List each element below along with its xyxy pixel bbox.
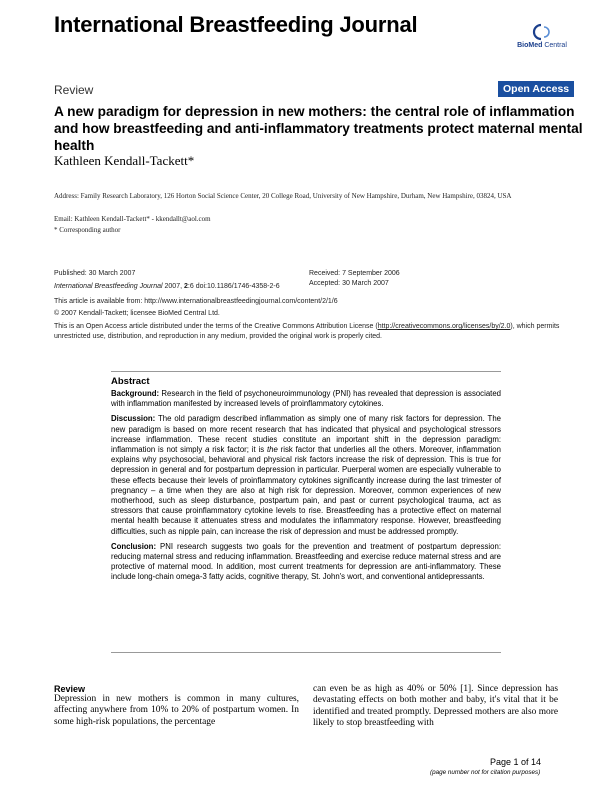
- discussion-emphasis-the: the: [266, 445, 278, 455]
- body-text-right-column: can even be as high as 40% or 50% [1]. Since depression has devastating effects on both mother and baby, it's vital that it be identified and treated promptly. Depressed mothers are also more likely to stop breastfeeding with: [313, 684, 558, 728]
- journal-title: International Breastfeeding Journal: [54, 12, 418, 37]
- citation-doi: :6 doi:10.1186/1746-4358-2-6: [187, 283, 280, 290]
- author-address: Address: Family Research Laboratory, 126 Horton Social Science Center, 20 College Road, University of New Hampshire, Durham, New Hampshire, 03824, USA: [54, 192, 512, 200]
- publisher-logo[interactable]: [507, 23, 577, 49]
- biomed-central-logo-icon: [531, 23, 553, 41]
- abstract-section: [111, 372, 501, 588]
- body-text-left-column: Depression in new mothers is common in many cultures, affecting anywhere from 10% to 20% of postpartum women. In some high-risk populations, the percentage: [54, 694, 299, 727]
- author-name: Kathleen Kendall-Tackett*: [54, 153, 195, 168]
- copyright-line: © 2007 Kendall-Tackett; licensee BioMed Central Ltd.: [54, 310, 220, 317]
- license-suffix: ), which permits unrestricted use, distribution, and reproduction in any medium, provided the original work is properly cited.: [54, 323, 560, 340]
- review-section-heading: Review: [54, 684, 86, 694]
- license-text: [54, 322, 564, 341]
- author-email[interactable]: Email: Kathleen Kendall-Tackett* - kkendallt@aol.com: [54, 215, 211, 223]
- citation-line: [54, 282, 280, 292]
- discussion-text-1: The old paradigm described inflammation as simply one of many risk factors for depression. The new paradigm is based on more recent research that has indicated that physical and psychological stressors increase inflammation. These recent studies constitute an important shift in the depression paradigm: inflammation is not simply: [111, 414, 501, 455]
- citation-volume: 2: [184, 283, 188, 290]
- background-text: Research in the field of psychoneuroimmunology (PNI) has revealed that depression is associated with inflammation manifested by increased levels of proinflammatory cytokines.: [111, 389, 501, 409]
- publisher-name: [507, 42, 577, 49]
- discussion-text-3: risk factor that underlies all the others. Moreover, inflammation explains why psychosocial, behavioral and physical risk factors increase the risk of depression. This is true for depression in general and for postpartum depression in particular. Puerperal women are especially vulnerable to these effects because their levels of proinflammatory cytokines significantly increase during the last trimester of pregnancy – a time when they are also at high risk for depression. Moreover, common experiences of new motherhood, such as sleep disturbance, postpartum pain, and past or current psychological trauma, act as stressors that cause proinflammatory cytokine levels to rise. Breastfeeding has a protective effect on maternal mental health because it attenuates stress and modulates the inflammatory response. However, breastfeeding difficulties, such as nipple pain, can increase the risk of depression and must be addressed promptly.: [111, 445, 501, 536]
- discussion-emphasis-a: a: [205, 445, 210, 455]
- license-link[interactable]: http://creativecommons.org/licenses/by/2.0: [377, 323, 511, 330]
- published-date: Published: 30 March 2007: [54, 270, 136, 277]
- received-date: Received: 7 September 2006: [309, 270, 400, 277]
- accepted-date: Accepted: 30 March 2007: [309, 280, 389, 287]
- discussion-text-2: risk factor; it is: [209, 445, 267, 455]
- abstract-heading: Abstract: [111, 376, 150, 387]
- open-access-badge: Open Access: [498, 81, 574, 97]
- citation-year: 2007,: [162, 283, 184, 290]
- conclusion-text: PNI research suggests two goals for the prevention and treatment of postpartum depression: reducing maternal stress and reducing inflammation. Breastfeeding and exercise reduce maternal stress and are protective of maternal mood. In addition, most current treatments for depression are anti-inflammatory. These include long-chain omega-3 fatty acids, cognitive therapy, St. John's wort, and conventional antidepressants.: [111, 541, 501, 582]
- article-url-line[interactable]: This article is available from: http://www.internationalbreastfeedingjournal.com/content/2/1/6: [54, 298, 338, 305]
- abstract-bottom-divider: [111, 652, 501, 653]
- abstract-discussion: [111, 414, 501, 536]
- corresponding-author-note: * Corresponding author: [54, 226, 121, 234]
- abstract-background: [111, 389, 501, 409]
- publisher-name-regular: Central: [542, 42, 567, 49]
- background-label: Background:: [111, 389, 160, 398]
- article-type: Review: [54, 83, 94, 97]
- license-prefix: This is an Open Access article distributed under the terms of the Creative Commons Attribution License (: [54, 323, 378, 330]
- discussion-label: Discussion:: [111, 414, 156, 424]
- abstract-conclusion: [111, 542, 501, 583]
- page-number-note: (page number not for citation purposes): [430, 769, 541, 776]
- publisher-name-bold: BioMed: [517, 42, 543, 49]
- citation-journal: International Breastfeeding Journal: [54, 283, 163, 290]
- article-title: A new paradigm for depression in new mothers: the central role of inflammation and how breastfeeding and anti-inflammatory treatments protect maternal mental health: [54, 104, 583, 153]
- conclusion-label: Conclusion:: [111, 541, 157, 551]
- page-number: Page 1 of 14: [490, 757, 542, 767]
